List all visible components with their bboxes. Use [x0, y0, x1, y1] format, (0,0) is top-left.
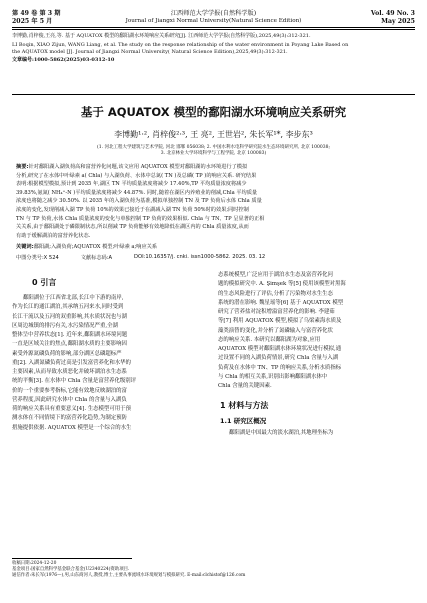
journal-name — [90, 10, 337, 25]
intro-line-5: 一直是区域关注的焦点,鄱阳湖水质的主要影响因 — [12, 341, 127, 348]
section-1-heading: 1 材料与方法 — [220, 401, 269, 411]
affiliation-line-1: (1. 河北工程大学建筑与艺术学院, 河北 邯郸 056038; 2. 中国水利水电科学研究院水生态环境研究所, 北京 100038; — [96, 145, 331, 150]
document-code: 文献标志码:A — [80, 255, 113, 261]
section-0-text — [12, 294, 210, 433]
affiliations — [12, 145, 415, 157]
intro-cont-line-12: Chla 含量的关键因素. — [218, 383, 272, 389]
abstract-line-4: 浓度也将随之减少 30.50%. 以 2035 年的入湖负荷为基准,模拟单独控制 TN 及 TP 负荷后水体 Chla 质量 — [16, 198, 262, 205]
intro-cont-line-2: 的生态风险进行了评估,分析了污染物对水生生态 — [218, 290, 333, 297]
intro-cont-line-4: 研究了营养盐对淀积增溢富营养化的影响. 李建茹 — [218, 309, 335, 315]
section-1-1-text: 鄱阳湖是中国最大的淡水湖泊,其地理坐标为 — [229, 430, 334, 437]
abstract-line-0: 针对鄱阳湖入湖负荷高和富营养化问题,该文应用 AQUATOX 模型对鄱阳湖的水环境进行了模拟 — [28, 164, 248, 170]
affiliation-line-2: 3. 北京林业大学环境科学与工程学院, 北京 100083) — [160, 151, 267, 156]
intro-cont-line-5: 等[7] 利用 AQUATOX 模型,模拟了乌梁素海水质及 — [218, 318, 342, 325]
intro-line-3: 区周边城镇的排污有关,水污染情况严重,全湖 — [12, 322, 118, 329]
intro-cont-line-8: AQUATOX 模型对鄱阳湖水体环境状况进行模拟,通 — [218, 346, 342, 352]
header-date-en: May 2025 — [381, 17, 415, 25]
intro-line-12: 荷的响应关系具有重要意义[4]. 生态模型可用于预 — [12, 406, 131, 412]
abstract-line-7: 关关系,由于鄱阳湖处于磷限制状态,所以削减 TP 负荷能够有效地降低在湖区内的 Chla 质量浓度,从而 — [16, 224, 249, 231]
intro-line-13: 测水体在不同情境下的富营养化趋势,为制定预防 — [12, 415, 127, 422]
intro-line-4: 整体呈中营养状态[1]. 近年来,鄱阳湖水环境问题 — [12, 332, 128, 338]
citation-rule — [12, 94, 415, 95]
intro-cont-line-3: 系统的潜在影响. 魏星瑶等[6] 基于 AQUATOX 模型 — [218, 299, 344, 306]
section-0-heading: 0 引言 — [32, 278, 57, 287]
journal-issue — [12, 10, 60, 25]
fund-info: 基金项目:国家自然科学基金联合基金(U2340224)资助项目. — [12, 567, 130, 573]
citation-cn: 李博勤,肖梓俊,王亮,等. 基于 AQUATOX 模型的鄱阳湖水环境响应关系研究[J]. 江西师范大学学报(自然科学版),2025,49(3):312-321. — [12, 33, 311, 39]
intro-cont-line-6: 藻类演替的变化,并分析了氮磷输入与富营养化状 — [218, 327, 333, 334]
abstract-line-3: 39.83%,氨氮( NH₄⁺-N )平均质量浓度将减少 44.87%. 同时,随着在湖区内养殖业的削减,Chla 平均质量 — [16, 189, 258, 196]
header-volume: 第 49 卷 第 3 期 — [12, 10, 61, 17]
abstract-line-2: 表明:根据模型模拟,预计到 2035 年,湖区 TN 平均质量浓度将减少 17.40%,TP 平均质量浓度将减少 — [16, 181, 247, 188]
intro-cont-line-0: 态系统模型,广泛应用于湖泊水生态及富营养化问 — [218, 272, 333, 278]
intro-line-7: 重[2]. 入湖氮磷负荷过高是引发富营养化和水华的 — [12, 359, 131, 366]
abstract-line-1: 分析,研究了在水体中叶绿素 a( Chla) 与入湖负荷、水体中总氮( TN )及总磷( TP )的响应关系. 研究结果 — [16, 172, 257, 179]
header-volume-en: Vol. 49 No. 3 — [370, 10, 415, 17]
clc-number: 中图分类号:X 524 — [16, 255, 59, 261]
classification — [16, 254, 411, 261]
intro-cont-line-11: 与 Chla 的相互关系,识别出影响鄱阳湖水体中 — [218, 373, 328, 380]
section-0-text-continued — [218, 271, 415, 391]
intro-line-8: 主要因素,从而导致水质恶化并破坏湖泊水生态系 — [12, 369, 127, 375]
citation-en-2: the AQUATOX model [J]. Journal of Jiangxi Normal University( Natural Science Edition),2025,49(3):312-321. — [12, 48, 288, 55]
doi: DOI:10.16357/j. cnki. issn1000-5862. 2025. 03. 12 — [134, 254, 266, 260]
intro-line-0: 鄱阳湖位于江西省北部,长江中下游的南岸, — [23, 295, 124, 301]
intro-cont-line-1: 题的模拟研究中. A. Şimşek 等[5] 使用该模型对黑海 — [218, 281, 346, 288]
right-column — [218, 271, 415, 438]
intro-line-14: 措施提供依据. AQUATOX 模型是一个综合的水生 — [12, 424, 132, 431]
intro-line-10: 价的一个重要参考指标,它能有效地反映湖泊的富 — [12, 387, 127, 394]
author-list: 李博勤¹·², 肖梓俊²·³, 王 亮², 王世岩², 朱长军¹*, 李步东³ — [114, 130, 313, 139]
intro-line-1: 作为长江的通江湖泊,其承纳五河来水,同时受到 — [12, 304, 124, 311]
intro-line-11: 营养程度,因此研究水体中 Chla 的含量与入湖负 — [12, 396, 127, 403]
left-column — [12, 271, 210, 433]
citation-en-1: LI Boqin, XIAO Zijun, WANG Liang, et al. The study on the response relationship of the water environment in Poyang Lake Based on — [12, 41, 349, 48]
section-1-1-heading: 1.1 研究区概况 — [220, 417, 267, 426]
intro-line-6: 素受外源氮磷负荷的影响,部分湖区总磷超标严 — [12, 350, 122, 357]
abstract-line-5: 浓度的变化,发现削减入湖 TP 负荷 10%的效果已接近于在湖减入湖 TN 负荷 50%时的效果;同时控制 — [16, 206, 249, 213]
intro-cont-line-9: 过设置不同的入湖负荷情景,研究 Chla 含量与入湖 — [218, 355, 339, 362]
abstract-line-6: TN 与 TP 负荷,水体 Chla 质量浓度的变化与单独控制 TP 负荷的效果相似. Chla 与 TN、TP 呈显著的正相 — [16, 215, 265, 222]
abstract-label: 摘要: — [16, 164, 29, 170]
intro-line-9: 统的平衡[3]. 在水体中 Chla 含量是富营养化级别评 — [12, 378, 137, 385]
article-number: 文章编号:1000-5862(2025)03-0312-10 — [12, 57, 115, 64]
corresponding-author: 通信作者:朱长军(1976—),男,山东商河人,教授,博士,主要从事流域水环境规划与模拟研究. E-mail:clchistof@126.com — [12, 573, 246, 579]
intro-line-2: 长江干流以及五河的双重影响,其水质状况也与湖 — [12, 313, 127, 320]
intro-cont-line-10: 负荷及在水体中 TN、TP 的响应关系,分析水质指标 — [218, 364, 342, 371]
journal-issue-en — [371, 10, 415, 25]
abstract — [16, 163, 411, 240]
intro-cont-line-7: 态的响应关系. 本研究以鄱阳湖为对象,应用 — [218, 336, 321, 343]
received-date: 收稿日期:2024-12-20 — [12, 561, 57, 566]
keywords-text: 鄱阳湖;入湖负荷;AQUATOX 模型;叶绿素 a;响应关系 — [33, 244, 158, 250]
keywords — [16, 243, 411, 250]
citation-block — [12, 33, 415, 64]
footnotes — [12, 561, 415, 580]
header-rule-thin — [12, 29, 415, 30]
header-date: 2025 年 5 月 — [12, 17, 53, 25]
header-rule — [12, 27, 415, 28]
footnote-rule — [12, 558, 132, 559]
journal-name-en: Journal of Jiangxi Normal University(Natural Science Edition) — [125, 17, 302, 24]
keywords-label: 关键词: — [16, 244, 34, 250]
journal-name-cn: 江西师范大学学报(自然科学版) — [170, 10, 257, 17]
abstract-line-8: 有助于缓解湖泊的富营养化状态. — [16, 232, 91, 239]
paper-title: 基于 AQUATOX 模型的鄱阳湖水环境响应关系研究 — [80, 105, 347, 119]
